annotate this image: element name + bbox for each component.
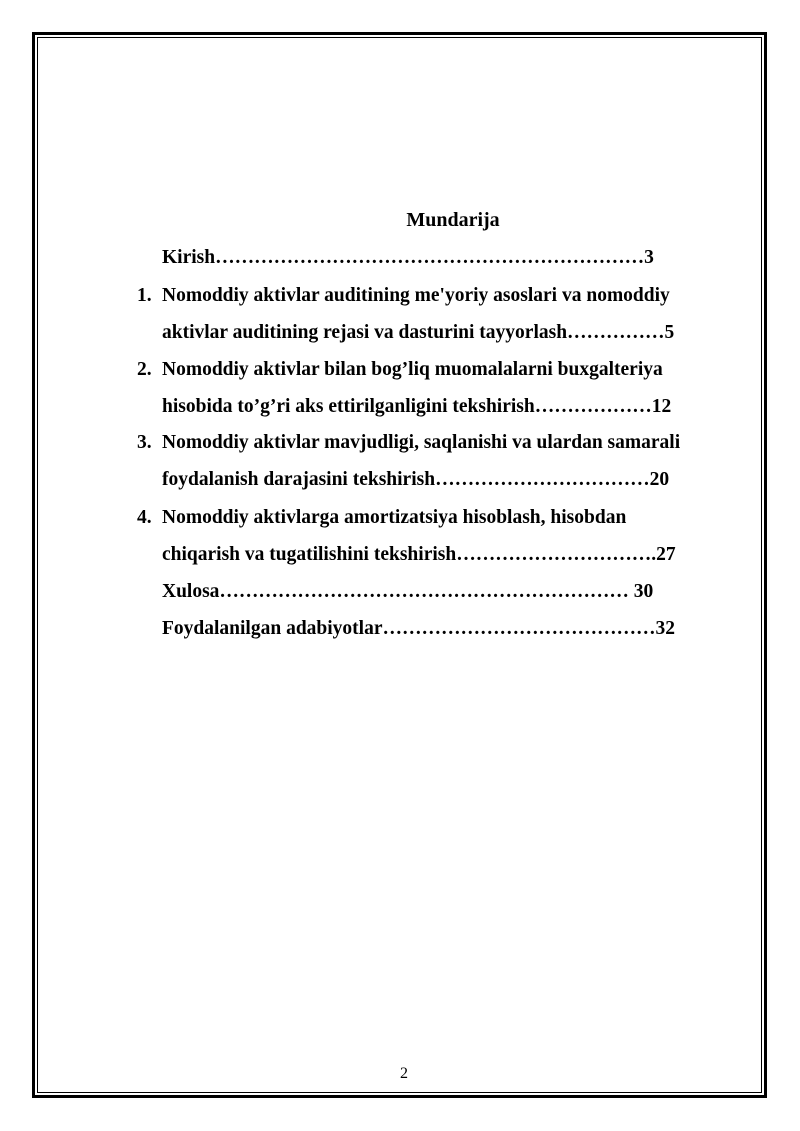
page-number: 2 (400, 1065, 408, 1082)
toc-entry-number: 2. (137, 359, 152, 380)
toc-entry-number: 4. (137, 507, 152, 528)
toc-entry-4-line-1: Nomoddiy aktivlarga amortizatsiya hisoblash, hisobdan (162, 507, 627, 528)
toc-title: Mundarija (406, 209, 500, 231)
toc-entry-3-line-1: Nomoddiy aktivlar mavjudligi, saqlanishi va ulardan samarali (162, 432, 681, 453)
toc-entry-3-line-2: foydalanish darajasini tekshirish……………………………20 (162, 469, 670, 490)
toc-entry-2-line-2: hisobida to’g’ri aks ettirilganligini tekshirish………………12 (162, 396, 672, 417)
toc-entry-conclusion: Xulosa……………………………………………………… 30 (162, 581, 654, 602)
toc-entry-4-line-2: chiqarish va tugatilishini tekshirish………………………….27 (162, 544, 676, 565)
toc-entry-number: 3. (137, 432, 152, 453)
toc-entry-2-line-1: Nomoddiy aktivlar bilan bog’liq muomalalarni buxgalteriya (162, 359, 663, 380)
toc-entry-number: 1. (137, 285, 152, 306)
toc-entry-1-line-1: Nomoddiy aktivlar auditining me'yoriy asoslari va nomoddiy (162, 285, 670, 306)
toc-entry-introduction: Kirish…………………………………………………………3 (162, 247, 654, 268)
toc-entry-1-line-2: aktivlar auditining rejasi va dasturini tayyorlash……………5 (162, 322, 675, 343)
toc-entry-references: Foydalanilgan adabiyotlar……………………………………32 (162, 618, 675, 639)
